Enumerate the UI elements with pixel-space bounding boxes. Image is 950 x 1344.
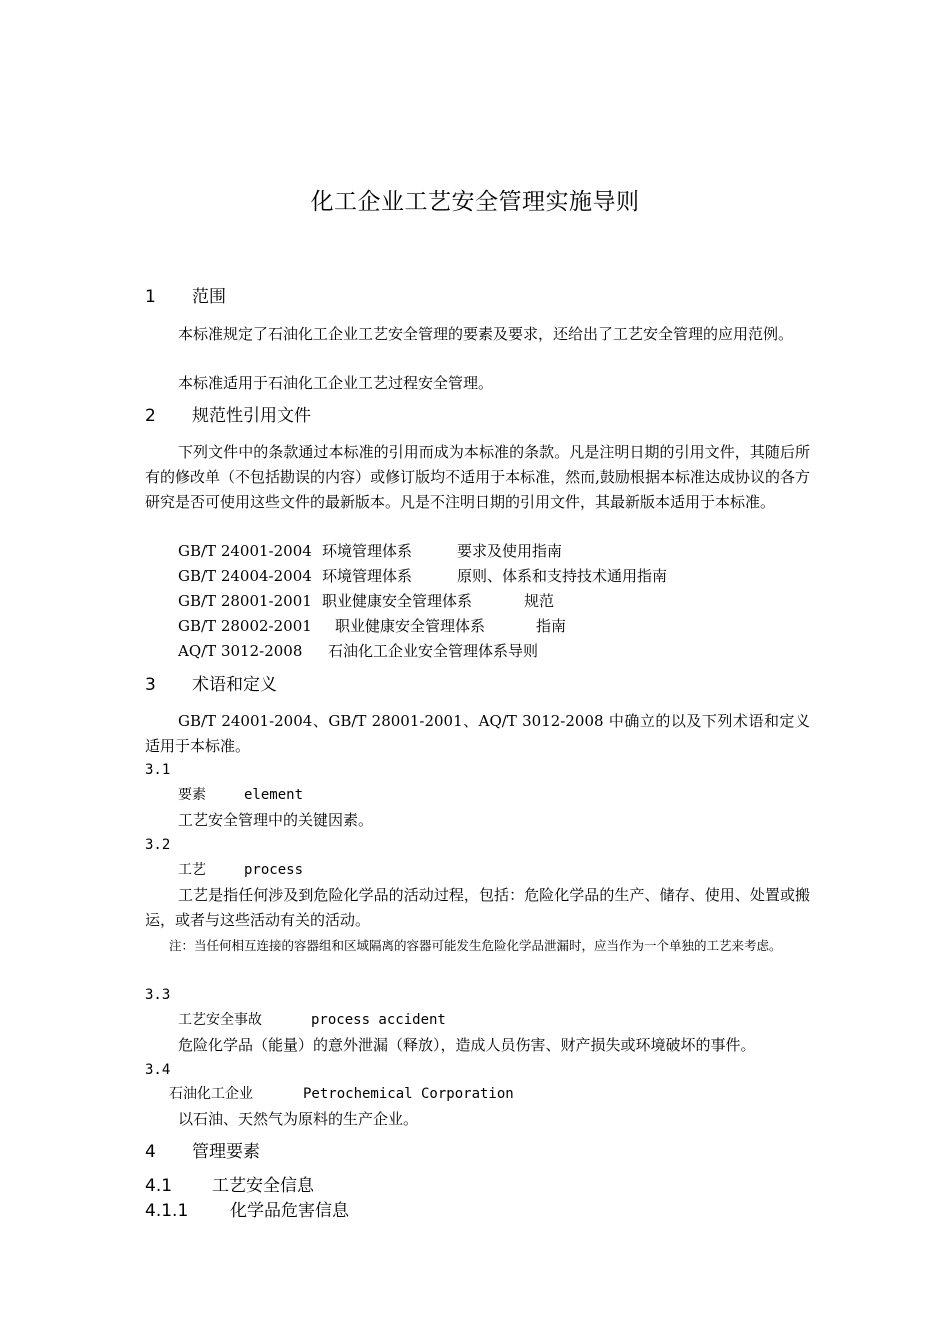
subsection-title: 工艺安全信息 [212, 1176, 314, 1196]
section-2-heading [145, 403, 810, 429]
section-1-heading [145, 284, 810, 310]
reference-name: 职业健康安全管理体系 [322, 592, 473, 610]
reference-subtitle: 指南 [536, 617, 567, 635]
reference-item [145, 589, 810, 614]
reference-code: GB/T 24001-2004 [178, 542, 312, 560]
term-number: 3.1 [145, 762, 171, 778]
term-english: process [244, 862, 304, 878]
section-3-paragraph-1: GB/T 24001-2004、GB/T 28001-2001、AQ/T 3012-2008 中确立的以及下列术语和定义适用于本标准。 [145, 712, 810, 755]
term-heading [145, 858, 843, 883]
term-heading [145, 1082, 834, 1107]
reference-item [145, 539, 810, 564]
term-number: 3.4 [145, 1062, 171, 1078]
subsection-4-1-1-heading [145, 1198, 810, 1224]
term-chinese: 工艺 [178, 862, 206, 878]
section-number: 4 [145, 1142, 156, 1162]
reference-name: 职业健康安全管理体系 [335, 617, 486, 635]
section-title: 术语和定义 [192, 675, 277, 695]
section-title: 管理要素 [192, 1142, 260, 1162]
reference-item [145, 614, 810, 639]
subsection-number: 4.1 [145, 1176, 173, 1196]
section-title: 范围 [192, 287, 226, 307]
term-english: process accident [311, 1012, 446, 1028]
term-number: 3.2 [145, 837, 171, 853]
reference-code: GB/T 28001-2001 [178, 592, 312, 610]
section-number: 3 [145, 675, 156, 695]
reference-name: 环境管理体系 [322, 542, 413, 560]
term-english: Petrochemical Corporation [303, 1086, 514, 1102]
section-4-heading [145, 1139, 810, 1165]
reference-item [145, 639, 810, 664]
term-heading [145, 783, 843, 808]
reference-item [145, 564, 810, 589]
reference-subtitle: 规范 [524, 592, 555, 610]
term-english: element [244, 787, 304, 803]
term-number: 3.3 [145, 987, 171, 1003]
term-note: 注：当任何相互连接的容器组和区域隔离的容器可能发生危险化学品泄漏时，应当作为一个单独的工艺来考虑。 [169, 938, 782, 953]
reference-code: AQ/T 3012-2008 [178, 642, 303, 660]
section-1-paragraph-2: 本标准适用于石油化工企业工艺过程安全管理。 [178, 374, 494, 392]
reference-code: GB/T 24004-2004 [178, 567, 312, 585]
subsection-title: 化学品危害信息 [230, 1201, 349, 1221]
subsection-4-1-heading [145, 1173, 810, 1199]
reference-list [145, 539, 810, 664]
section-1-paragraph-1: 本标准规定了石油化工企业工艺安全管理的要素及要求，还给出了工艺安全管理的应用范例。 [178, 325, 794, 343]
section-number: 1 [145, 287, 156, 307]
reference-name: 石油化工企业安全管理体系导则 [328, 642, 539, 660]
term-definition: 工艺安全管理中的关键因素。 [178, 811, 374, 829]
reference-subtitle: 要求及使用指南 [457, 542, 563, 560]
subsection-number: 4.1.1 [145, 1201, 189, 1221]
section-3-heading [145, 672, 810, 698]
section-2-paragraph-1: 下列文件中的条款通过本标准的引用而成为本标准的条款。凡是注明日期的引用文件，其随后所有的修改单（不包括勘误的内容）或修订版均不适用于本标准，然而,鼓励根据本标准达成协议的各方研究是否可使用这些文件的最新版本。凡是不注明日期的引用文件，其最新版本适用于本标准。 [145, 443, 810, 511]
term-heading [145, 1008, 843, 1033]
term-chinese: 工艺安全事故 [178, 1012, 262, 1028]
document-title: 化工企业工艺安全管理实施导则 [310, 189, 640, 215]
section-number: 2 [145, 406, 156, 426]
term-chinese: 石油化工企业 [169, 1086, 253, 1102]
term-definition: 工艺是指任何涉及到危险化学品的活动过程，包括：危险化学品的生产、储存、使用、处置或搬运，或者与这些活动有关的活动。 [145, 886, 810, 929]
section-title: 规范性引用文件 [192, 406, 311, 426]
reference-code: GB/T 28002-2001 [178, 617, 312, 635]
reference-subtitle: 原则、体系和支持技术通用指南 [457, 567, 668, 585]
term-chinese: 要素 [178, 787, 206, 803]
reference-name: 环境管理体系 [322, 567, 413, 585]
term-definition: 危险化学品（能量）的意外泄漏（释放），造成人员伤害、财产损失或环境破坏的事件。 [178, 1036, 756, 1054]
term-definition: 以石油、天然气为原料的生产企业。 [178, 1110, 419, 1128]
